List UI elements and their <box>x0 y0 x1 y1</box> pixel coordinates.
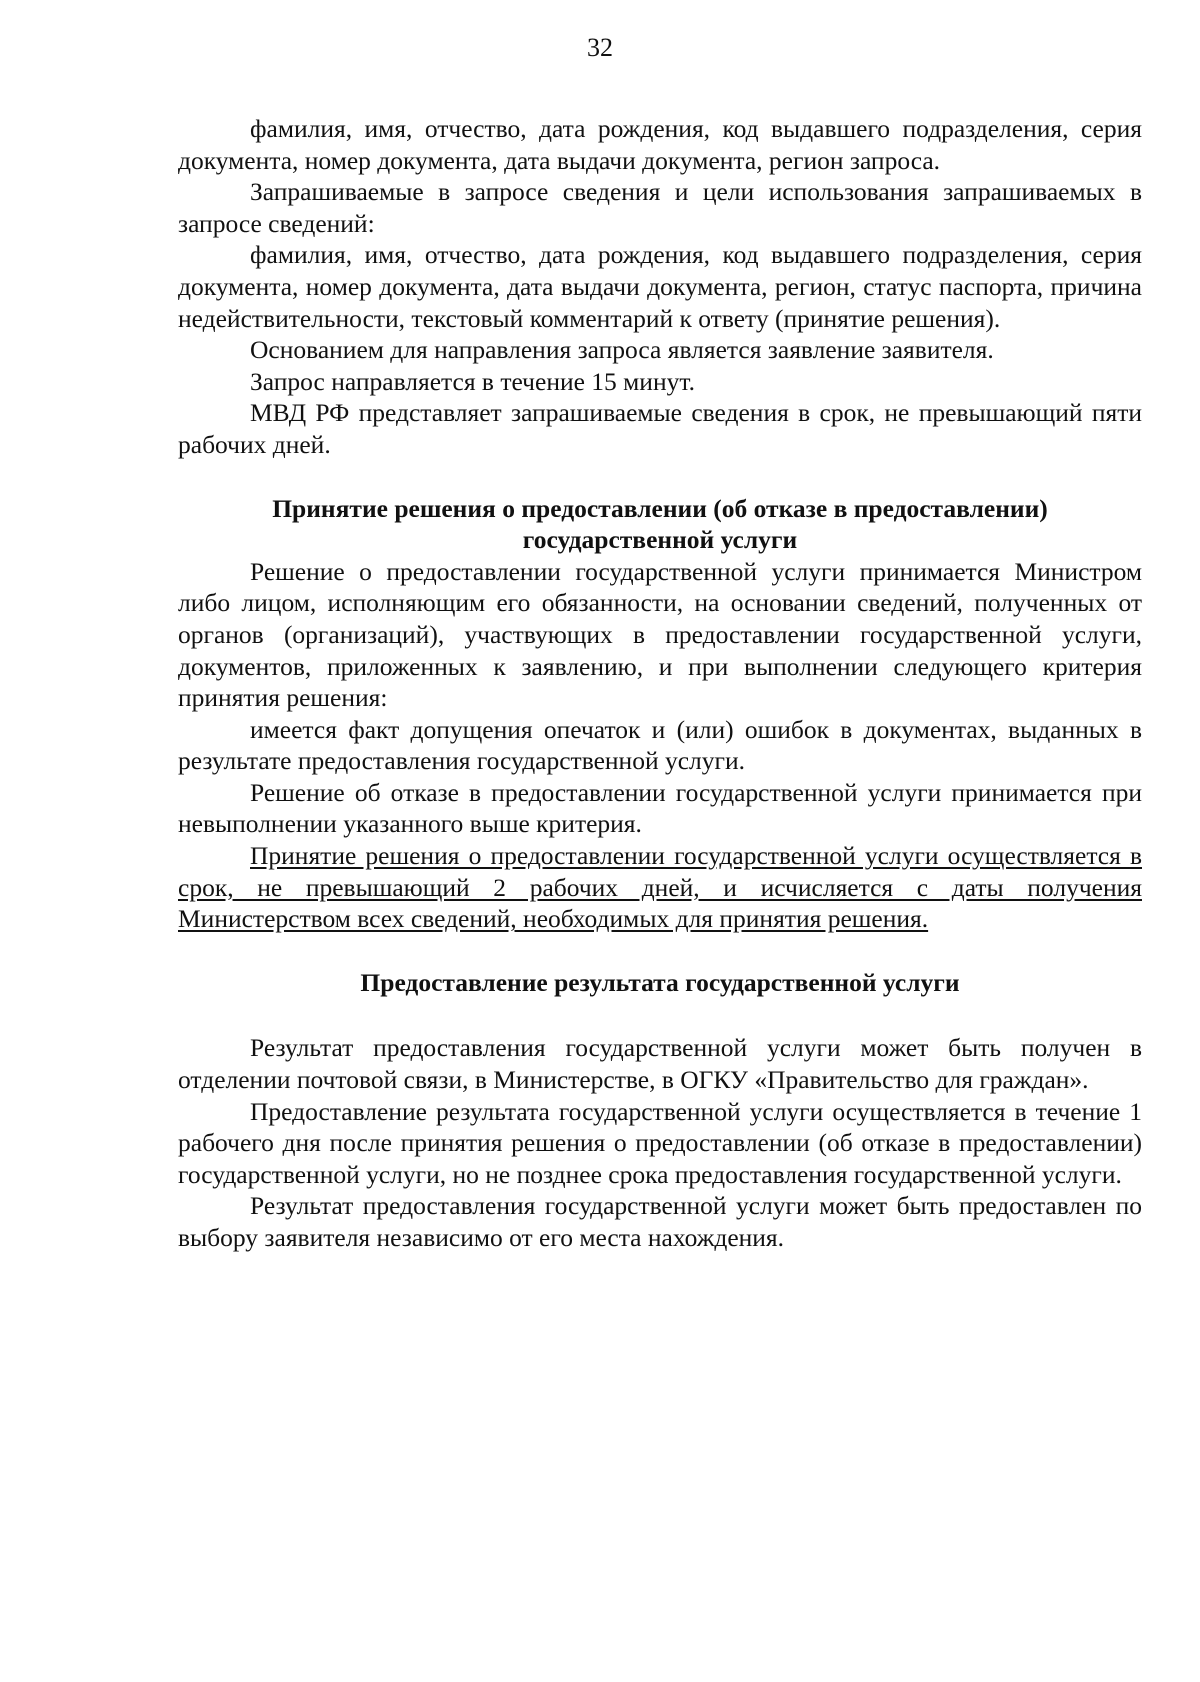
section-heading-line: Принятие решения о предоставлении (об отказе в предоставлении) <box>272 493 1048 523</box>
section-decision <box>178 493 1142 935</box>
section-spacer <box>178 935 1142 967</box>
section-spacer <box>178 998 1142 1032</box>
document-body <box>178 113 1142 1254</box>
paragraph: Результат предоставления государственной услуги может быть предоставлен по выбору заявителя независимо от его места нахождения. <box>178 1191 1142 1252</box>
paragraph: Решение об отказе в предоставлении государственной услуги принимается при невыполнении указанного выше критерия. <box>178 777 1142 839</box>
page-number: 32 <box>587 33 613 62</box>
section-heading: Предоставление результата государственной услуги <box>360 967 960 997</box>
paragraph: Основанием для направления запроса является заявление заявителя. <box>250 335 994 365</box>
paragraph: Решение о предоставлении государственной услуги принимается Министром либо лицом, исполняющим его обязанности, на основании сведений, полученных от органов (организаций), участвующих в предоставлении государственной услуги, документов, приложенных к заявлению, и при выполнении следующего критерия принятия решения: <box>178 556 1142 713</box>
paragraph: Запрашиваемые в запросе сведения и цели использования запрашиваемых в запросе сведений: <box>178 177 1142 238</box>
section-heading-line: государственной услуги <box>522 525 798 555</box>
paragraph: Предоставление результата государственной услуги осуществляется в течение 1 рабочего дня после принятия решения о предоставлении (об отказе в предоставлении) государственной услуги, но не позднее срока предоставления государственной услуги. <box>178 1096 1142 1189</box>
paragraph: имеется факт допущения опечаток и (или) ошибок в документах, выданных в результате предоставления государственной услуги. <box>178 714 1142 776</box>
paragraph: Запрос направляется в течение 15 минут. <box>250 366 695 396</box>
underlined-paragraph: Принятие решения о предоставлении государственной услуги осуществляется в срок, не превышающий 2 рабочих дней, и исчисляется с даты получения Министерством всех сведений, необходимых для принятия решения. <box>178 841 1142 934</box>
paragraph: Результат предоставления государственной услуги может быть получен в отделении почтовой связи, в Министерстве, в ОГКУ «Правительство для граждан». <box>178 1033 1142 1095</box>
section-spacer <box>178 461 1142 493</box>
paragraph: фамилия, имя, отчество, дата рождения, код выдавшего подразделения, серия документа, номер документа, дата выдачи документа, регион, статус паспорта, причина недействительности, текстовый комментарий к ответу (принятие решения). <box>178 240 1142 333</box>
paragraph: фамилия, имя, отчество, дата рождения, код выдавшего подразделения, серия документа, номер документа, дата выдачи документа, регион запроса. <box>178 114 1142 175</box>
section-result <box>178 967 1142 1254</box>
paragraph: МВД РФ представляет запрашиваемые сведения в срок, не превышающий пяти рабочих дней. <box>178 398 1142 459</box>
